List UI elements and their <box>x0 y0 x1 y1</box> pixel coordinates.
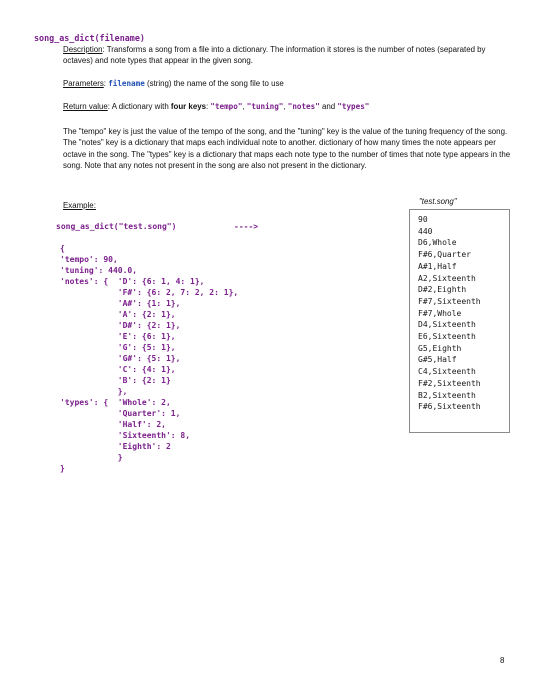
function-title: song_as_dict(filename) <box>34 33 145 43</box>
key-notes: "notes" <box>287 102 320 111</box>
parameters-label: Parameters <box>63 79 104 88</box>
example-call: song_as_dict("test.song") <box>56 222 177 231</box>
parameters-paragraph: Parameters: filename (string) the name of the song file to use <box>63 79 284 88</box>
parameters-text: (string) the name of the song file to use <box>144 79 284 88</box>
arrow: ----> <box>234 222 259 231</box>
key-types: "types" <box>337 102 370 111</box>
key-tempo: "tempo" <box>210 102 243 111</box>
example-result-code: { 'tempo': 90, 'tuning': 440.0, 'notes': { 'D': {6: 1, 4: 1}, 'F#': {6: 2, 7: 2, 2: 1}, 'A#': {1: 1}, 'A': {2: 1}, 'D#': {2: 1}, 'E': {6: 1}, 'G': {5: 1}, 'G#': {5: 1}, 'C': {4: 1}, 'B': {2: 1} }, 'types': { 'Whole': 2, 'Quarter': 1, 'Half': 2, 'Sixteenth': 8, 'Eighth': 2 } } <box>60 244 239 473</box>
return-value-paragraph: Return value: A dictionary with four keys: "tempo", "tuning", "notes" and "types" <box>63 102 370 111</box>
page-number: 8 <box>500 656 505 665</box>
description-label: Description <box>63 45 103 54</box>
return-value-label: Return value <box>63 102 108 111</box>
description-text: : Transforms a song from a file into a dictionary. The information it stores is the number of notes (separated by octaves) and note types that appear in the given song. <box>63 45 486 65</box>
example-label: Example: <box>63 201 96 210</box>
description-paragraph <box>63 44 513 66</box>
file-label: "test.song" <box>419 197 457 206</box>
file-contents: 90 440 D6,Whole F#6,Quarter A#1,Half A2,Sixteenth D#2,Eighth F#7,Sixteenth F#7,Whole D4,Sixteenth E6,Sixteenth G5,Eighth G#5,Half C4,Sixteenth F#2,Sixteenth B2,Sixteenth F#6,Sixteenth <box>418 215 481 412</box>
key-tuning: "tuning" <box>246 102 284 111</box>
body-paragraph: The "tempo" key is just the value of the tempo of the song, and the "tuning" key is the value of the tuning frequency of the song. The "notes" key is a dictionary that maps each individual note to another. dictionary of how many times the note appears per octave in the song. The "types" key is a dictionary that maps each note type to the number of times that note type appears in the song. Note that any notes not present in the song are also not present in the dictionary. <box>63 127 511 170</box>
return-value-bold: four keys <box>170 102 206 111</box>
file-contents-box <box>409 209 510 433</box>
parameter-name: filename <box>108 79 145 88</box>
